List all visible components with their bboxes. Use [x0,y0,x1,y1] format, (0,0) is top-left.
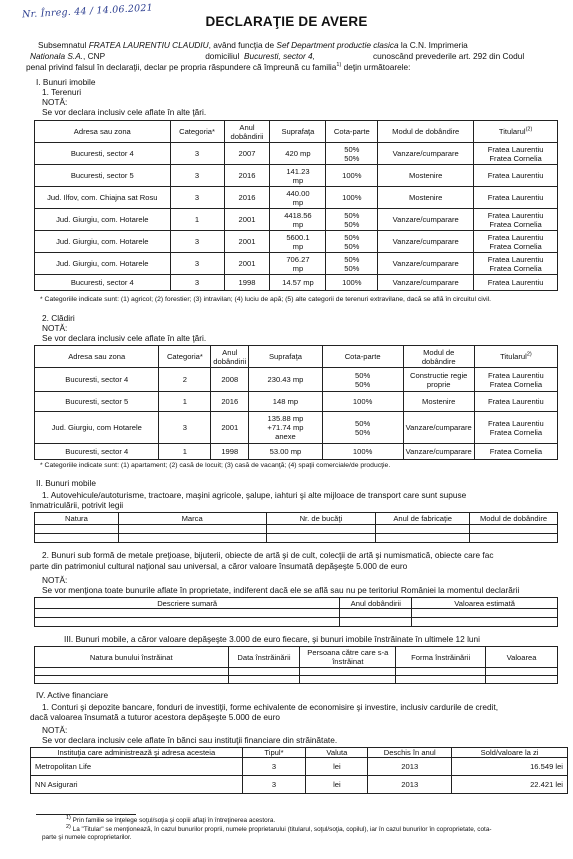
cladiri-row [35,392,558,412]
table-cell: 1 [159,392,211,412]
table-cell: Jud. Giurgiu, com Hotarele [35,412,159,444]
table-cell: 148 mp [249,392,322,412]
table-cell: 2001 [211,412,249,444]
col-header: Modul de dobândire [378,121,474,143]
nota-label: NOTĂ: [42,725,68,735]
table-cell: Mostenire [403,392,474,412]
table-cell: 706.27 mp [270,253,326,275]
section-heading-instrainate: III. Bunuri mobile, a căror valoare depăşeşte 3.000 de euro fiecare, şi bunuri imobile înstrăinate în ultimele 12 luni [64,634,480,644]
table-cell: 3 [170,165,224,187]
declarant-name: FRATEA LAURENTIU CLAUDIU [88,40,209,50]
terenuri-table [34,120,558,291]
table-cell: Vanzare/cumparare [403,412,474,444]
col-header: Suprafaţa [270,121,326,143]
active-financiare-table [30,747,568,794]
footnote-text: La "Titular" se menţionează, în cazul bunurilor proprii, numele proprietarului (titularul, soţul/soţia, copilul), iar în cazul bunurilor în coproprietate, cota- [72,826,492,833]
col-header: Persoana către care s-a înstrăinat [300,647,396,668]
table-cell: Fratea Laurentiu Fratea Cornelia [474,143,558,165]
footnote-ref: (2) [525,126,533,133]
active-row [31,776,568,794]
table-cell: 3 [170,275,224,291]
col-header: Anul dobândirii [340,598,412,609]
intro-text: cunoscând prevederile art. 292 din Codul [372,51,525,61]
col-header: Valoarea [486,647,558,668]
col-header: Cota-parte [326,121,378,143]
terenuri-row [35,253,558,275]
col-header: Data înstrăinării [228,647,300,668]
table-cell: 1998 [211,444,249,460]
col-header: Deschis în anul [368,748,452,758]
nota-text: Se vor menţiona toate bunurile aflate în proprietate, indiferent dacă ele se află sau nu pe teritoriul României la momentul declarării [42,585,520,595]
table-cell: Fratea Laurentiu Fratea Cornelia [474,231,558,253]
table-cell: 420 mp [270,143,326,165]
table-cell: 2013 [368,776,452,794]
table-cell: Fratea Laurentiu [474,165,558,187]
footnote-ref: 1) [336,62,342,69]
footnote-familie [66,814,276,825]
table-cell: 1 [159,444,211,460]
table-cell: 2001 [224,253,270,275]
autovehicule-table [34,512,558,543]
table-cell: 3 [242,758,306,776]
terenuri-category-note: * Categoriile indicate sunt: (1) agricol; (2) forestier; (3) intravilan; (4) luciu de apă; (5) alte categorii de terenuri extravilane, dacă se află în circuitul civil. [40,296,492,303]
declarant-institution: Nationala S.A. [30,51,84,61]
col-header: Categoria* [170,121,224,143]
active-body [31,758,568,794]
table-cell: Jud. Ilfov, com. Chiajna sat Rosu [35,187,171,209]
table-cell: Constructie regie proprie [403,368,474,392]
section-heading-active: IV. Active financiare [36,690,109,700]
table-cell: 100% [326,275,378,291]
col-header [474,346,557,368]
col-header: Natura bunului înstrăinat [35,647,229,668]
table-cell: Bucuresti, sector 5 [35,165,171,187]
table-cell: 2016 [224,165,270,187]
table-cell: 2001 [224,231,270,253]
col-header-text: Titularul [500,352,527,361]
table-cell: 14.57 mp [270,275,326,291]
col-header: Sold/valoare la zi [452,748,568,758]
declarant-function: Sef Department productie clasica [276,40,399,50]
col-header: Forma înstrăinării [396,647,486,668]
table-cell: Jud. Giurgiu, com. Hotarele [35,209,171,231]
table-cell: 2013 [368,758,452,776]
instrainate-table [34,646,558,684]
table-cell: Vanzare/cumparare [378,209,474,231]
table-cell: 1 [170,209,224,231]
table-cell: Vanzare/cumparare [403,444,474,460]
table-cell: 100% [322,392,403,412]
footnote-ref: 1) [66,814,71,821]
col-header: Marca [118,513,266,525]
nota-text: Se vor declara inclusiv cele aflate în bănci sau instituţii financiare din străinătate. [42,735,338,745]
terenuri-row [35,275,558,291]
table-cell: NN Asigurari [31,776,243,794]
table-cell: 100% [322,444,403,460]
footnote-text: Prin familie se înţelege soţul/soţia şi copiii aflaţi în întreţinerea acestora. [72,817,276,824]
autovehicule-text: 1. Autovehicule/autoturisme, tractoare, maşini agricole, şalupe, iahturi şi alte mijloace de transport care sunt supuse [42,490,467,500]
table-cell: 135.88 mp +71.74 mp anexe [249,412,322,444]
autovehicule-text-cont: înmatriculării, potrivit legii [30,500,124,510]
table-cell: 3 [170,253,224,275]
footnote-ref: 2) [66,823,71,830]
table-cell: 2001 [224,209,270,231]
table-cell: 2016 [211,392,249,412]
table-cell: 50% 50% [326,253,378,275]
table-cell: Fratea Laurentiu Fratea Cornelia [474,209,558,231]
table-cell: 50% 50% [322,368,403,392]
terenuri-body [35,143,558,291]
table-cell: 22.421 lei [452,776,568,794]
intro-text: domiciliul [205,51,240,61]
bunuri-pretioase-table [34,597,558,627]
conturi-text: 1. Conturi şi depozite bancare, fonduri de investiţii, forme echivalente de economisire şi investire, inclusiv cardurile de credit, [42,702,499,712]
intro-text: la C.N. Imprimeria [398,40,468,50]
col-header: Valoarea estimată [412,598,558,609]
terenuri-row [35,209,558,231]
table-cell: 3 [242,776,306,794]
table-cell: 3 [170,143,224,165]
col-header: Nr. de bucăţi [266,513,376,525]
metale-pretioase-text-cont: parte din patrimoniul cultural naţional sau universal, a căror valoare însumată depăşeşte 5.000 de euro [30,561,408,571]
table-cell: Fratea Cornelia [474,444,557,460]
section-heading-imobile: I. Bunuri imobile [36,77,96,87]
table-cell: 100% [326,165,378,187]
table-cell: Metropolitan Life [31,758,243,776]
terenuri-row [35,165,558,187]
table-cell: Bucuresti, sector 5 [35,392,159,412]
col-header: Tipul* [242,748,306,758]
table-cell: Bucuresti, sector 4 [35,143,171,165]
terenuri-row [35,143,558,165]
table-cell: Fratea Laurentiu [474,187,558,209]
table-cell: 141.23 mp [270,165,326,187]
table-cell: Vanzare/cumparare [378,275,474,291]
col-header: Modul de dobândire [470,513,558,525]
cladiri-category-note: * Categoriile indicate sunt: (1) apartament; (2) casă de locuit; (3) casă de vacanţă; (4) spaţii comerciale/de producţie. [40,462,391,469]
registration-handwritten-note: Nr. Înreg. 44 / 14.06.2021 [21,2,154,21]
active-row [31,758,568,776]
section-heading-mobile: II. Bunuri mobile [36,478,96,488]
col-header: Cota-parte [322,346,403,368]
intro-text: deţin următoarele: [341,62,411,72]
col-header: Adresa sau zona [35,121,171,143]
subsection-terenuri: 1. Terenuri [42,87,82,97]
nota-text: Se vor declara inclusiv cele aflate în alte ţări. [42,107,207,117]
col-header: Natura [35,513,119,525]
table-cell: 50% 50% [326,231,378,253]
cladiri-row [35,368,558,392]
table-cell: Fratea Laurentiu [474,275,558,291]
table-cell: 3 [159,412,211,444]
intro-text: , CNP [83,51,106,61]
col-header: Valuta [306,748,368,758]
page-title: DECLARAŢIE DE AVERE [205,14,368,29]
intro-text: penal privind falsul în declaraţii, declar pe propria răspundere că împreună cu familia [26,62,337,72]
table-cell: Vanzare/cumparare [378,231,474,253]
col-header: Anul dobândirii [211,346,249,368]
table-cell: 5600.1 mp [270,231,326,253]
table-cell: Vanzare/cumparare [378,143,474,165]
col-header: Instituţia care administrează şi adresa acesteia [31,748,243,758]
cladiri-body [35,368,558,460]
table-cell: Fratea Laurentiu Fratea Cornelia [474,368,557,392]
table-cell: Jud. Giurgiu, com. Hotarele [35,253,171,275]
conturi-text-cont: dacă valoarea însumată a tuturor acestora depăşeşte 5.000 de euro [30,712,280,722]
intro-paragraph [26,40,560,73]
table-cell: 50% 50% [326,143,378,165]
table-cell: 53.00 mp [249,444,322,460]
col-header: Suprafaţa [249,346,322,368]
table-cell: Bucuresti, sector 4 [35,275,171,291]
table-cell: Bucuresti, sector 4 [35,368,159,392]
intro-text: Subsemnatul [38,40,89,50]
table-cell: 2007 [224,143,270,165]
table-cell: 1998 [224,275,270,291]
cladiri-table [34,345,558,460]
col-header: Modul de dobândire [403,346,474,368]
col-header [474,121,558,143]
col-header: Anul de fabricaţie [376,513,470,525]
table-cell: Bucuresti, sector 4 [35,444,159,460]
terenuri-row [35,231,558,253]
table-cell: Jud. Giurgiu, com. Hotarele [35,231,171,253]
table-cell: 50% 50% [322,412,403,444]
table-cell: 3 [170,187,224,209]
table-cell: Mostenire [378,165,474,187]
terenuri-row [35,187,558,209]
footnote-titular-cont: parte şi numele coproprietarilor. [42,834,132,841]
table-cell: Fratea Laurentiu Fratea Cornelia [474,412,557,444]
table-cell: 16.549 lei [452,758,568,776]
footnote-titular [66,823,566,834]
table-cell: 2 [159,368,211,392]
table-cell: Fratea Laurentiu Fratea Cornelia [474,253,558,275]
table-cell: lei [306,758,368,776]
col-header-text: Titularul [498,127,526,136]
footnote-divider [36,814,136,815]
table-cell: 3 [170,231,224,253]
nota-label: NOTĂ: [42,97,68,107]
table-cell: lei [306,776,368,794]
table-cell: 2016 [224,187,270,209]
table-cell: 440.00 mp [270,187,326,209]
intro-text: , având funcţia de [208,40,277,50]
col-header: Anul dobândirii [224,121,270,143]
table-cell: Vanzare/cumparare [378,253,474,275]
table-cell: 230.43 mp [249,368,322,392]
table-cell: 2008 [211,368,249,392]
cladiri-row [35,444,558,460]
metale-pretioase-text: 2. Bunuri sub formă de metale preţioase, bijuterii, obiecte de artă şi de cult, colecţii de artă şi numismatică, obiecte care fac [42,550,494,560]
col-header: Adresa sau zona [35,346,159,368]
table-cell: 100% [326,187,378,209]
nota-text: Se vor declara inclusiv cele aflate în alte ţări. [42,333,207,343]
col-header: Descriere sumară [35,598,340,609]
nota-label: NOTĂ: [42,575,68,585]
table-cell: Mostenire [378,187,474,209]
col-header: Categoria* [159,346,211,368]
nota-label: NOTĂ: [42,323,68,333]
table-cell: Fratea Laurentiu [474,392,557,412]
table-cell: 50% 50% [326,209,378,231]
table-cell: 4418.56 mp [270,209,326,231]
cladiri-row [35,412,558,444]
subsection-cladiri: 2. Clădiri [42,313,75,323]
footnote-ref: 2) [526,351,532,358]
declarant-address: Bucuresti, sector 4, [243,51,315,61]
